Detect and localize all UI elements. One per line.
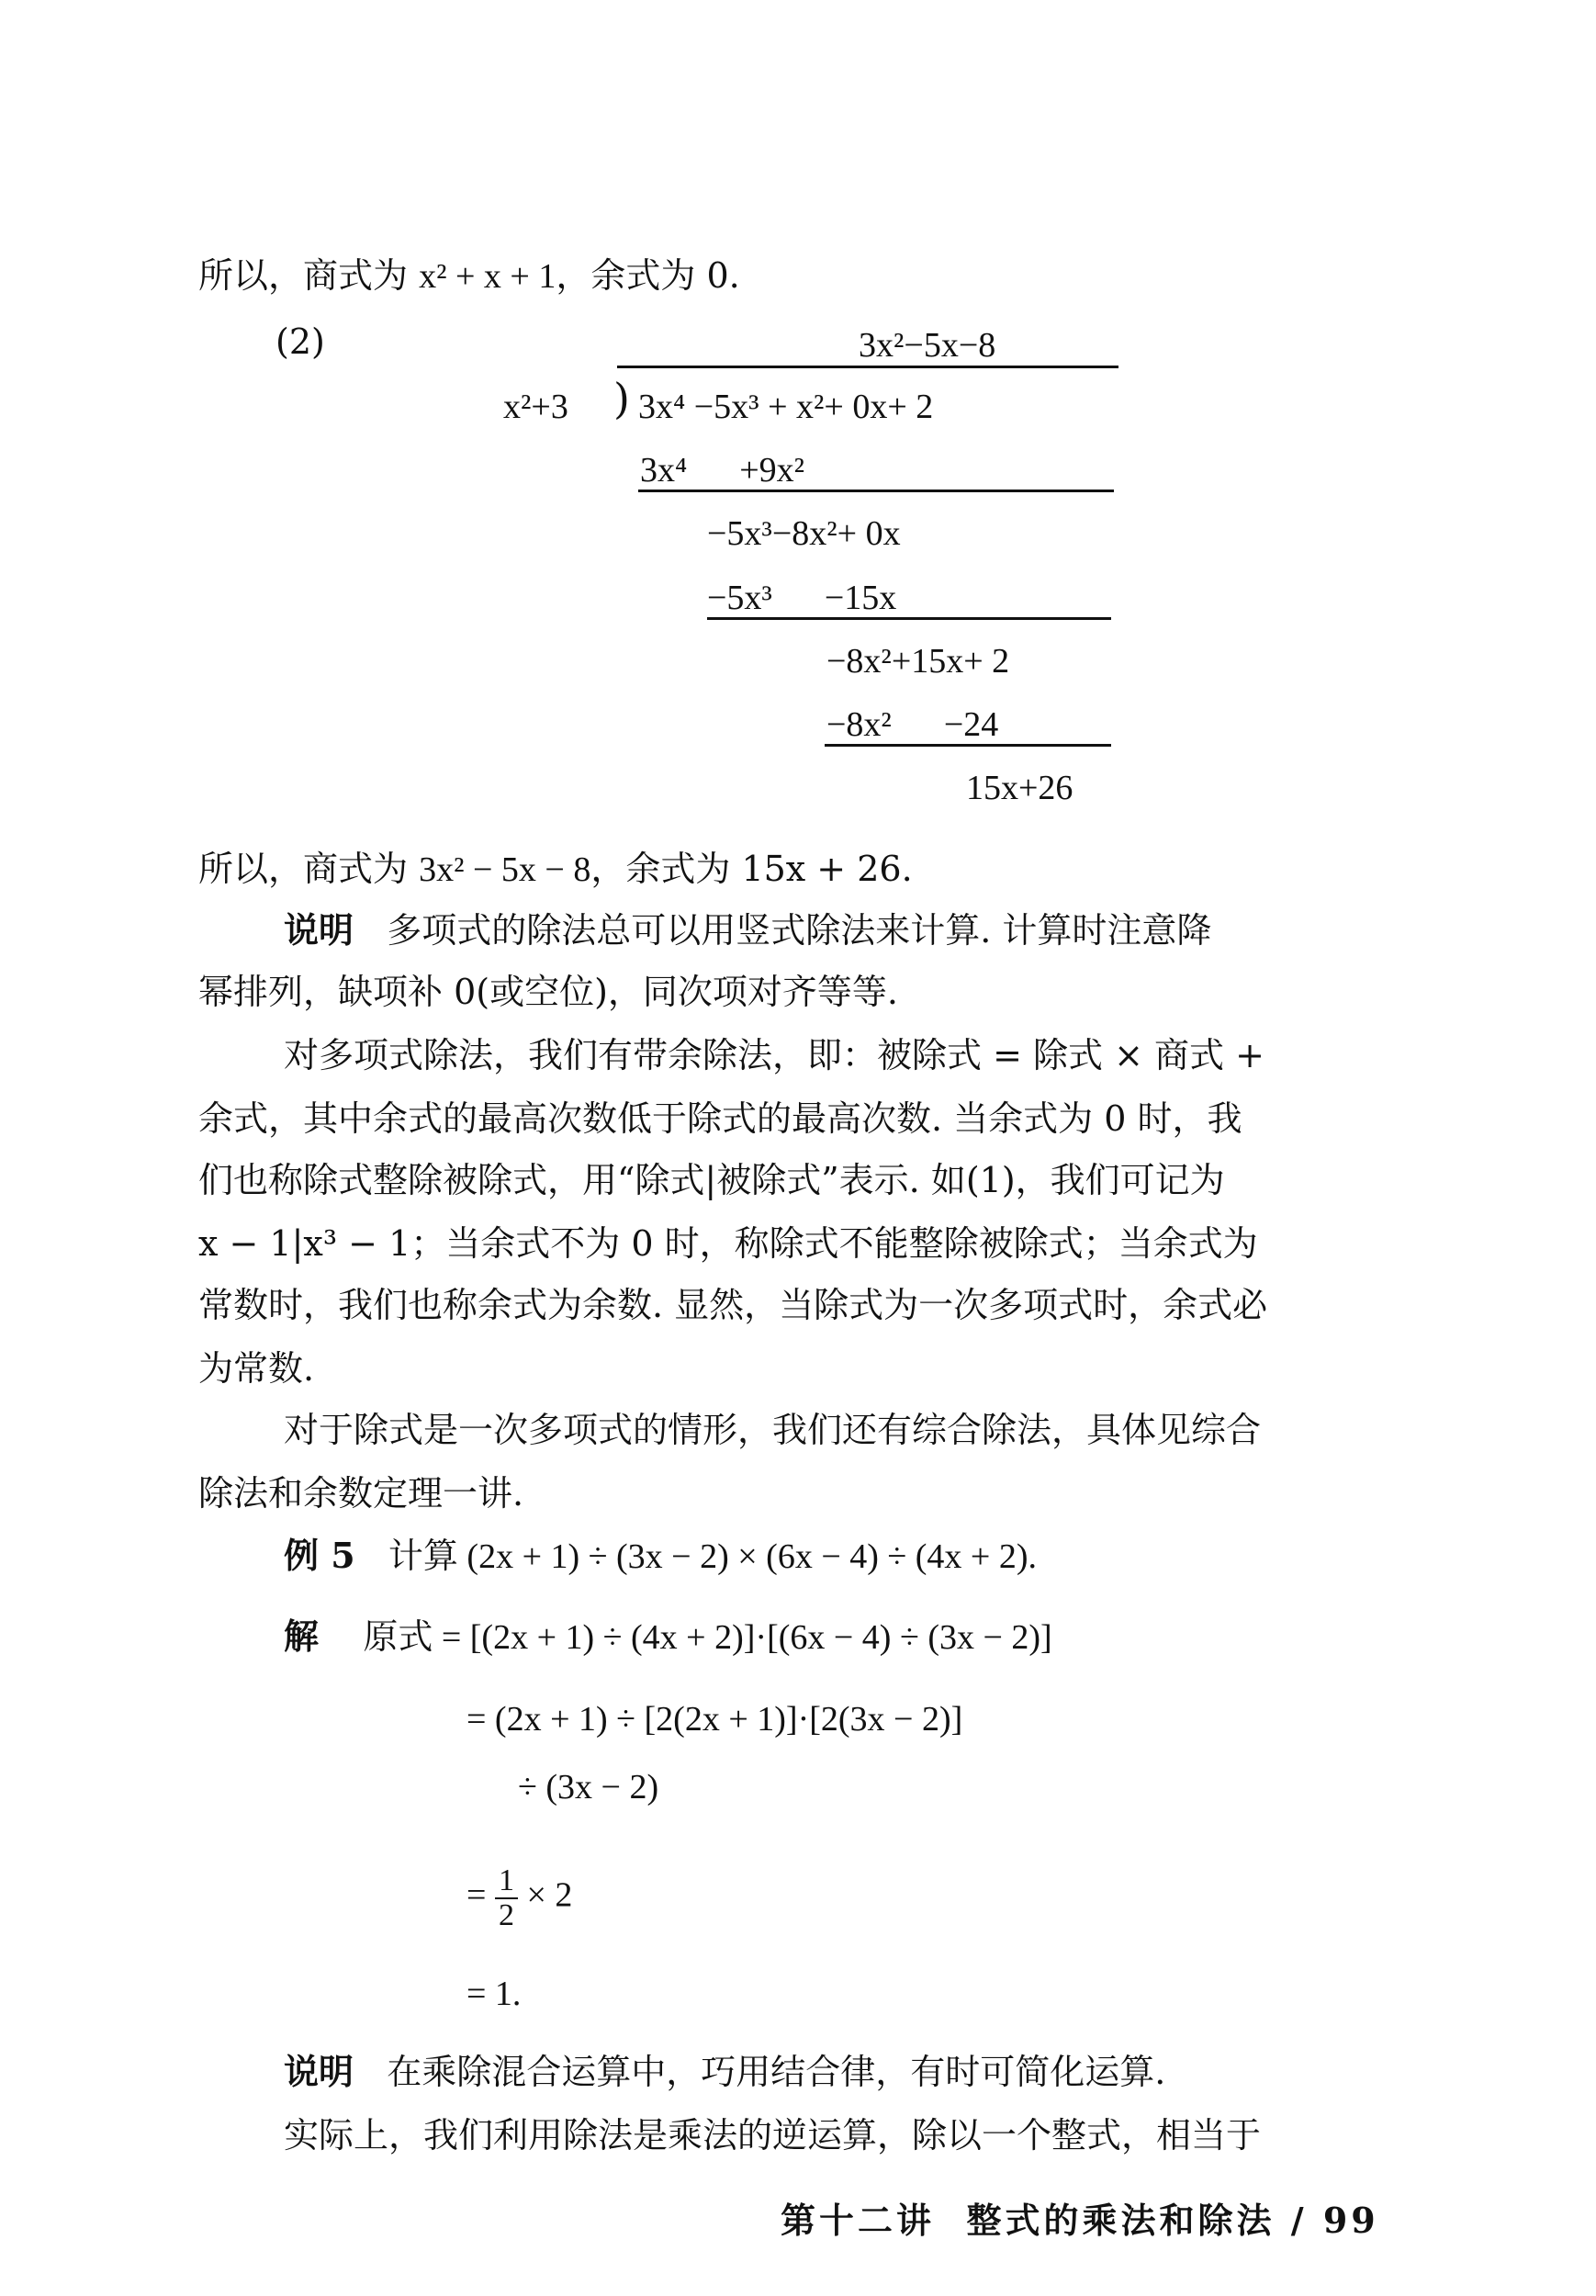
note-2-line-2: 实际上，我们利用除法是乘法的逆运算，除以一个整式，相当于	[284, 2115, 1262, 2155]
expr: 原式 = [(2x + 1) ÷ (4x + 2)]·[(6x − 4) ÷ (3x − 2)]	[363, 1618, 1052, 1657]
text: 所以，商式为	[198, 849, 420, 889]
example-label: 例 5	[284, 1535, 355, 1576]
solution-line-2: = (2x + 1) ÷ [2(2x + 1)]·[2(3x − 2)]	[466, 1700, 963, 1739]
step-3: −5x³ −15x	[707, 579, 897, 617]
note-label: 说明	[284, 2051, 354, 2092]
equals: =	[466, 1875, 487, 1915]
step-4: −8x²+15x+ 2	[826, 642, 1010, 681]
note-2-line-1	[284, 2050, 1165, 2094]
quotient-expr: 3x² − 5x − 8	[419, 850, 591, 889]
solution-line-3: ÷ (3x − 2)	[518, 1768, 659, 1806]
conclusion-line-2	[198, 847, 913, 892]
para-1-line-5: 常数时，我们也称余式为余数. 显然，当除式为一次多项式时，余式必	[198, 1285, 1268, 1325]
note-1-line-2: 幂排列，缺项补 0(或空位)，同次项对齐等等.	[198, 972, 898, 1012]
step-2: −5x³−8x²+ 0x	[707, 514, 901, 553]
para-1-line-2: 余式，其中余式的最高次数低于除式的最高次数. 当余式为 0 时，我	[198, 1098, 1242, 1139]
dividend: 3x⁴ −5x³ + x²+ 0x+ 2	[638, 388, 934, 426]
fraction-one-half	[495, 1864, 518, 1932]
denominator: 2	[498, 1898, 514, 1932]
example-text: 计算 (2x + 1) ÷ (3x − 2) × (6x − 4) ÷ (4x + 2).	[388, 1537, 1038, 1576]
conclusion-line-1	[198, 253, 740, 298]
quotient-expr: x² + x + 1	[419, 257, 556, 296]
para-1-line-4: x − 1|x³ − 1；当余式不为 0 时，称除式不能整除被除式；当余式为	[198, 1223, 1258, 1264]
text: ，余式为 0.	[556, 255, 740, 296]
divisor: x²+3	[503, 388, 568, 426]
step-rule-1	[638, 490, 1114, 492]
solution-line-1	[284, 1615, 1052, 1660]
text: ，余式为 15x + 26.	[590, 849, 913, 889]
page-footer	[781, 2192, 1379, 2243]
text: × 2	[526, 1875, 573, 1915]
step-rule-3	[825, 744, 1111, 747]
para-2-line-1: 对于除式是一次多项式的情形，我们还有综合除法，具体见综合	[284, 1410, 1262, 1450]
para-1-line-3: 们也称除式整除被除式，用“除式|被除式”表示. 如(1)，我们可记为	[198, 1160, 1225, 1200]
solution-line-4	[466, 1864, 572, 1932]
step-rule-2	[707, 617, 1111, 620]
note-1-line-1	[284, 908, 1211, 952]
page-number: 99	[1322, 2200, 1379, 2241]
para-1-line-1: 对多项式除法，我们有带余除法，即：被除式 = 除式 × 商式 +	[284, 1035, 1264, 1075]
step-1: 3x⁴ +9x²	[640, 451, 805, 490]
solution-label: 解	[284, 1615, 320, 1657]
separator: /	[1290, 2200, 1308, 2241]
part-label: (2)	[275, 321, 325, 362]
text: 所以，商式为	[198, 255, 420, 296]
solution-line-5: = 1.	[466, 1975, 522, 2013]
text: 多项式的除法总可以用竖式除法来计算. 计算时注意降	[387, 910, 1212, 951]
numerator: 1	[495, 1864, 518, 1899]
text: 在乘除混合运算中，巧用结合律，有时可简化运算.	[387, 2052, 1166, 2092]
chapter-title: 整式的乘法和除法	[966, 2200, 1276, 2241]
division-bracket: )	[613, 374, 630, 423]
quotient: 3x²−5x−8	[859, 326, 996, 365]
para-1-line-6: 为常数.	[198, 1348, 315, 1389]
chapter-label: 第十二讲	[781, 2200, 936, 2241]
note-label: 说明	[284, 909, 354, 951]
step-5: −8x² −24	[826, 705, 999, 744]
division-bar	[617, 366, 1118, 368]
example-5	[284, 1534, 1037, 1579]
para-2-line-2: 除法和余数定理一讲.	[198, 1473, 524, 1514]
remainder: 15x+26	[966, 769, 1073, 807]
